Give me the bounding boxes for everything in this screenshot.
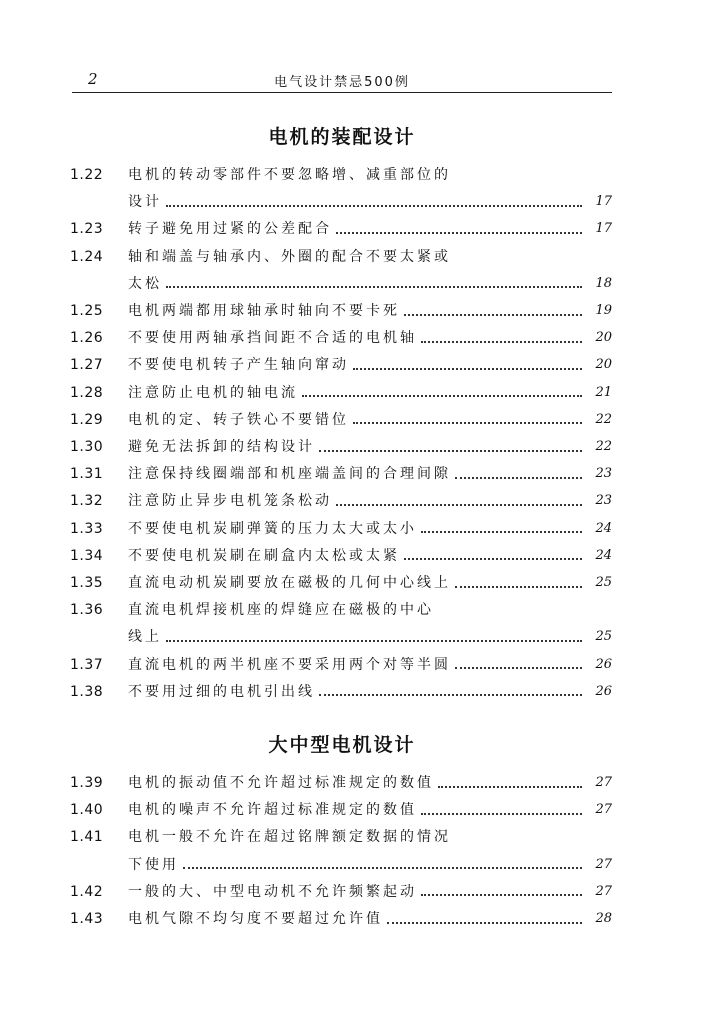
entry-number: 1.41 [70,829,104,846]
entry-page-number: 27 [595,802,612,818]
dot-leader [421,530,582,533]
entry-leader [128,217,582,241]
entry-page-number: 23 [595,466,612,482]
toc-entry [70,272,616,296]
entry-page-number: 20 [595,357,612,373]
toc-entry [70,245,616,269]
entry-page-number: 27 [595,856,612,872]
entry-leader [128,462,582,486]
dot-leader [421,893,582,896]
dot-leader [336,503,582,506]
entry-leader [128,435,582,459]
entry-leader [128,571,582,595]
entry-leader [128,408,582,432]
entry-title: 轴和端盖与轴承内、外圈的配合不要太紧或 [128,248,451,265]
entry-title: 不要用过细的电机引出线 [128,680,319,704]
toc-entry [70,217,616,241]
dot-leader [166,639,582,642]
entry-title: 转子避免用过紧的公差配合 [128,217,336,241]
dot-leader [387,921,582,924]
entry-page-number: 26 [595,656,612,672]
entry-number: 1.31 [70,466,104,483]
entry-title: 直流电机的两半机座不要采用两个对等半圆 [128,653,455,677]
dot-leader [455,476,582,479]
dot-leader [421,812,582,815]
dot-leader [404,557,582,560]
entry-page-number: 17 [595,194,612,210]
entry-page-number: 21 [595,384,612,400]
entry-page-number: 26 [595,683,612,699]
section-title: 电机的装配设计 [268,126,416,148]
toc-entry [70,326,616,350]
toc-entry [70,825,616,849]
toc-entry [70,190,616,214]
entry-title: 一般的大、中型电动机不允许频繁起动 [128,880,421,904]
toc-entry [70,653,616,677]
dot-leader [319,449,582,452]
entry-page-number: 24 [595,547,612,563]
entry-number: 1.28 [70,384,104,401]
page-number: 2 [88,70,98,88]
entry-leader [128,190,582,214]
entry-number: 1.26 [70,330,104,347]
toc-entry [70,907,616,931]
toc-entry [70,853,616,877]
entry-page-number: 24 [595,520,612,536]
dot-leader [336,231,582,234]
toc-entry [70,598,616,622]
toc-entry [70,353,616,377]
entry-title: 电机的定、转子铁心不要错位 [128,408,353,432]
entry-title: 注意防止异步电机笼条松动 [128,489,336,513]
section-title: 大中型电机设计 [268,734,416,756]
entry-number: 1.29 [70,411,104,428]
entry-number: 1.30 [70,439,104,455]
entry-leader [128,771,582,795]
running-title: 电气设计禁忌500例 [274,75,410,90]
dot-leader [302,394,582,397]
entry-title: 电机两端都用球轴承时轴向不要卡死 [128,299,404,323]
entry-leader [128,798,582,822]
entry-leader [128,326,582,350]
entry-page-number: 17 [595,221,612,237]
entry-title: 设计 [128,190,166,214]
entry-page-number: 22 [595,411,612,427]
entry-title: 下使用 [128,853,183,877]
entry-leader [128,544,582,568]
dot-leader [353,421,582,424]
entry-number: 1.34 [70,547,104,564]
entry-title: 电机的振动值不允许超过标准规定的数值 [128,771,438,795]
entry-number: 1.32 [70,493,104,510]
entry-number: 1.35 [70,575,104,591]
entry-number: 1.24 [70,248,104,265]
dot-leader [455,666,582,669]
dot-leader [438,785,582,788]
entry-page-number: 25 [595,575,612,590]
entry-title: 不要使电机炭刷在刷盒内太松或太紧 [128,544,404,568]
entry-number: 1.23 [70,221,104,238]
entry-page-number: 23 [595,493,612,509]
entry-number: 1.38 [70,683,104,700]
toc-entry [70,880,616,904]
toc-entry [70,489,616,513]
entry-page-number: 22 [595,439,612,454]
entry-number: 1.22 [70,167,104,183]
entry-page-number: 27 [595,775,612,790]
entry-title: 注意防止电机的轴电流 [128,381,302,405]
dot-leader [353,367,582,370]
toc-entry [70,680,616,704]
entry-leader [128,299,582,323]
entry-page-number: 27 [595,883,612,899]
toc-entry [70,381,616,405]
entry-leader [128,907,582,931]
entry-title: 电机的转动零部件不要忽略增、减重部位的 [128,167,451,183]
entry-page-number: 18 [595,275,612,291]
dot-leader [166,204,582,207]
entry-leader [128,653,582,677]
entry-title: 电机气隙不均匀度不要超过允许值 [128,907,387,931]
entry-number: 1.40 [70,802,104,819]
entry-leader [128,880,582,904]
entry-title: 不要使电机转子产生轴向窜动 [128,353,353,377]
dot-leader [455,585,582,588]
toc-entry [70,435,616,459]
toc-entry [70,544,616,568]
entry-page-number: 20 [595,330,612,346]
entry-number: 1.43 [70,911,104,927]
entry-page-number: 28 [595,911,612,926]
entry-title: 太松 [128,272,166,296]
dot-leader [319,693,582,696]
toc-entry [70,517,616,541]
toc-entry [70,163,616,187]
toc-entry [70,571,616,595]
entry-title: 直流电机焊接机座的焊缝应在磁极的中心 [128,602,434,619]
entry-title: 电机的噪声不允许超过标准规定的数值 [128,798,421,822]
entry-leader [128,353,582,377]
dot-leader [404,313,582,316]
entry-title: 线上 [128,625,166,649]
entry-number: 1.27 [70,357,104,374]
entry-leader [128,489,582,513]
entry-leader [128,680,582,704]
entry-title: 不要使电机炭刷弹簧的压力太大或太小 [128,517,421,541]
toc-entry [70,408,616,432]
entry-leader [128,853,582,877]
entry-number: 1.25 [70,303,104,319]
entry-title: 直流电动机炭刷要放在磁极的几何中心线上 [128,571,455,595]
toc-entry [70,625,616,649]
toc-entry [70,771,616,795]
entry-leader [128,272,582,296]
entry-leader [128,625,582,649]
entry-title: 电机一般不允许在超过铭牌额定数据的情况 [128,829,451,846]
entry-page-number: 25 [595,629,612,645]
dot-leader [421,340,582,343]
entry-number: 1.39 [70,775,104,791]
toc-entry [70,798,616,822]
entry-number: 1.42 [70,883,104,900]
entry-number: 1.36 [70,602,104,619]
dot-leader [166,285,582,288]
entry-leader [128,517,582,541]
entry-title: 避免无法拆卸的结构设计 [128,435,319,459]
entry-number: 1.33 [70,520,104,537]
entry-title: 不要使用两轴承挡间距不合适的电机轴 [128,326,421,350]
entry-number: 1.37 [70,656,104,673]
entry-leader [128,381,582,405]
page-header [72,70,612,93]
entry-title: 注意保持线圈端部和机座端盖间的合理间隙 [128,462,455,486]
entry-page-number: 19 [595,303,612,318]
toc-entry [70,299,616,323]
dot-leader [183,866,582,869]
toc-entry [70,462,616,486]
